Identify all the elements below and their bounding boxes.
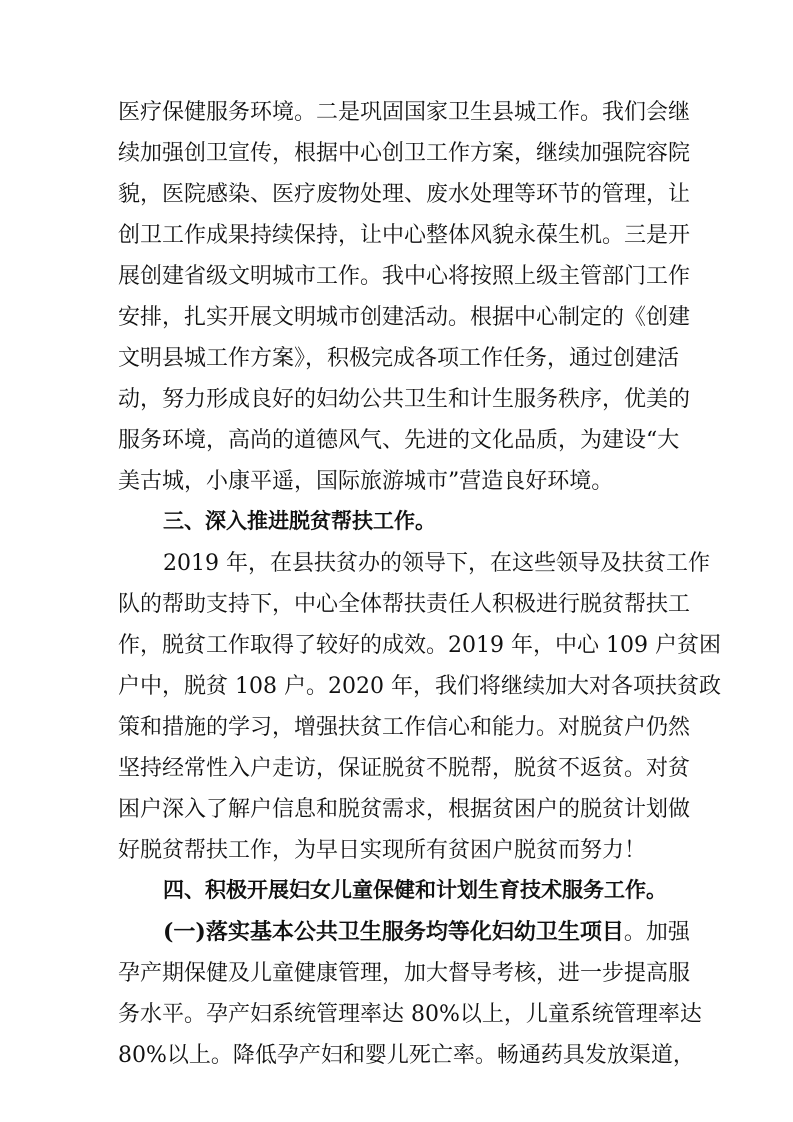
- paragraph-line: 安排，扎实开展文明城市创建活动。根据中心制定的《创建: [118, 305, 691, 330]
- paragraph-line: 2019 年，在县扶贫办的领导下，在这些领导及扶贫工作: [163, 551, 710, 576]
- paragraph-line: 动，努力形成良好的妇幼公共卫生和计生服务秩序，优美的: [118, 387, 691, 412]
- section-heading-3: 三、深入推进脱贫帮扶工作。: [163, 509, 436, 533]
- paragraph-line: 文明县城工作方案》，积极完成各项工作任务，通过创建活: [118, 346, 680, 371]
- paragraph-line: 务水平。孕产妇系统管理率达 80%以上，儿童系统管理率达: [118, 1002, 702, 1027]
- paragraph-line: 困户深入了解户信息和脱贫需求，根据贫困户的脱贫计划做: [118, 797, 691, 822]
- paragraph-line: 策和措施的学习，增强扶贫工作信心和能力。对脱贫户仍然: [118, 715, 691, 740]
- subsection-first-line: [163, 915, 690, 955]
- paragraph-line: 创卫工作成果持续保持，让中心整体风貌永葆生机。三是开: [118, 223, 691, 248]
- paragraph-line: 好脱贫帮扶工作，为早日实现所有贫困户脱贫而努力！: [118, 838, 647, 863]
- paragraph-line: 展创建省级文明城市工作。我中心将按照上级主管部门工作: [118, 264, 691, 289]
- paragraph-line: 续加强创卫宣传，根据中心创卫工作方案，继续加强院容院: [118, 141, 691, 166]
- paragraph-line: 服务环境，高尚的道德风气、先进的文化品质，为建设“大: [118, 428, 680, 453]
- paragraph-line: 孕产期保健及儿童健康管理，加大督导考核，进一步提高服: [118, 961, 691, 986]
- paragraph-line: 医疗保健服务环境。二是巩固国家卫生县城工作。我们会继: [118, 100, 691, 125]
- paragraph-line: 队的帮助支持下，中心全体帮扶责任人积极进行脱贫帮扶工: [118, 592, 691, 617]
- paragraph-line: 貌，医院感染、医疗废物处理、废水处理等环节的管理，让: [118, 182, 691, 207]
- paragraph-line: 80%以上。降低孕产妇和婴儿死亡率。畅通药具发放渠道，: [118, 1043, 695, 1068]
- subsection-title: (一)落实基本公共卫生服务均等化妇幼卫生项目: [163, 919, 624, 945]
- section-heading-4: 四、积极开展妇女儿童保健和计划生育技术服务工作。: [163, 878, 667, 902]
- subsection-text: 。加强: [623, 920, 690, 945]
- paragraph-line: 户中，脱贫 108 户。2020 年，我们将继续加大对各项扶贫政: [118, 674, 721, 699]
- paragraph-line: 作，脱贫工作取得了较好的成效。2019 年，中心 109 户贫困: [118, 633, 721, 658]
- paragraph-line: 美古城，小康平遥，国际旅游城市”营造良好环境。: [118, 469, 614, 494]
- paragraph-line: 坚持经常性入户走访，保证脱贫不脱帮，脱贫不返贫。对贫: [118, 756, 691, 781]
